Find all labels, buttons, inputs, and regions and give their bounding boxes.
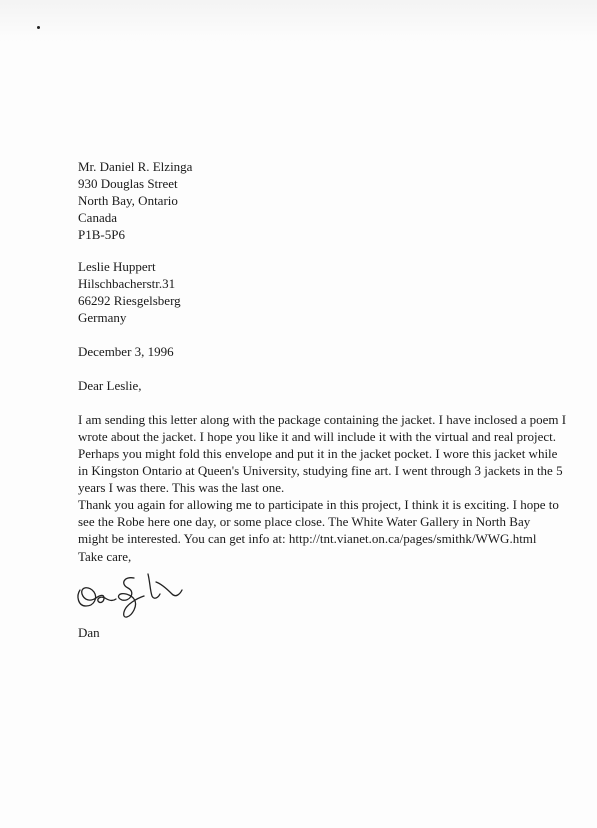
body-paragraph-2: [78, 496, 559, 547]
paragraph-line: might be interested. You can get info at: http://tnt.vianet.on.ca/pages/smithk/WWG.html: [78, 531, 537, 546]
paragraph-line: years I was there. This was the last one.: [78, 480, 285, 495]
paragraph-line: see the Robe here one day, or some place close. The White Water Gallery in North Bay: [78, 514, 531, 529]
sender-name: Mr. Daniel R. Elzinga: [78, 159, 193, 174]
recipient-city: 66292 Riesgelsberg: [78, 293, 181, 308]
recipient-street: Hilschbacherstr.31: [78, 276, 176, 291]
handwritten-signature: [72, 568, 187, 628]
paragraph-line: Perhaps you might fold this envelope and put it in the jacket pocket. I wore this jacket while: [78, 446, 558, 461]
paragraph-line: wrote about the jacket. I hope you like it and will include it with the virtual and real project.: [78, 429, 556, 444]
scan-shadow: [0, 0, 597, 42]
paragraph-line: Thank you again for allowing me to participate in this project, I think it is exciting. I hope to: [78, 497, 559, 512]
paragraph-line: in Kingston Ontario at Queen's University, studying fine art. I went through 3 jackets in the 5: [78, 463, 563, 478]
signature-name: Dan: [78, 625, 100, 640]
salutation: Dear Leslie,: [78, 378, 142, 393]
paragraph-line: I am sending this letter along with the package containing the jacket. I have inclosed a poem I: [78, 412, 567, 427]
letter-date: December 3, 1996: [78, 344, 174, 359]
sender-postal: P1B-5P6: [78, 227, 125, 242]
sender-country: Canada: [78, 210, 117, 225]
body-paragraph-1: [78, 411, 567, 496]
closing: Take care,: [78, 549, 132, 564]
sender-city: North Bay, Ontario: [78, 193, 178, 208]
scan-speck: [37, 26, 40, 29]
sender-street: 930 Douglas Street: [78, 176, 178, 191]
recipient-country: Germany: [78, 310, 127, 325]
recipient-name: Leslie Huppert: [78, 259, 156, 274]
